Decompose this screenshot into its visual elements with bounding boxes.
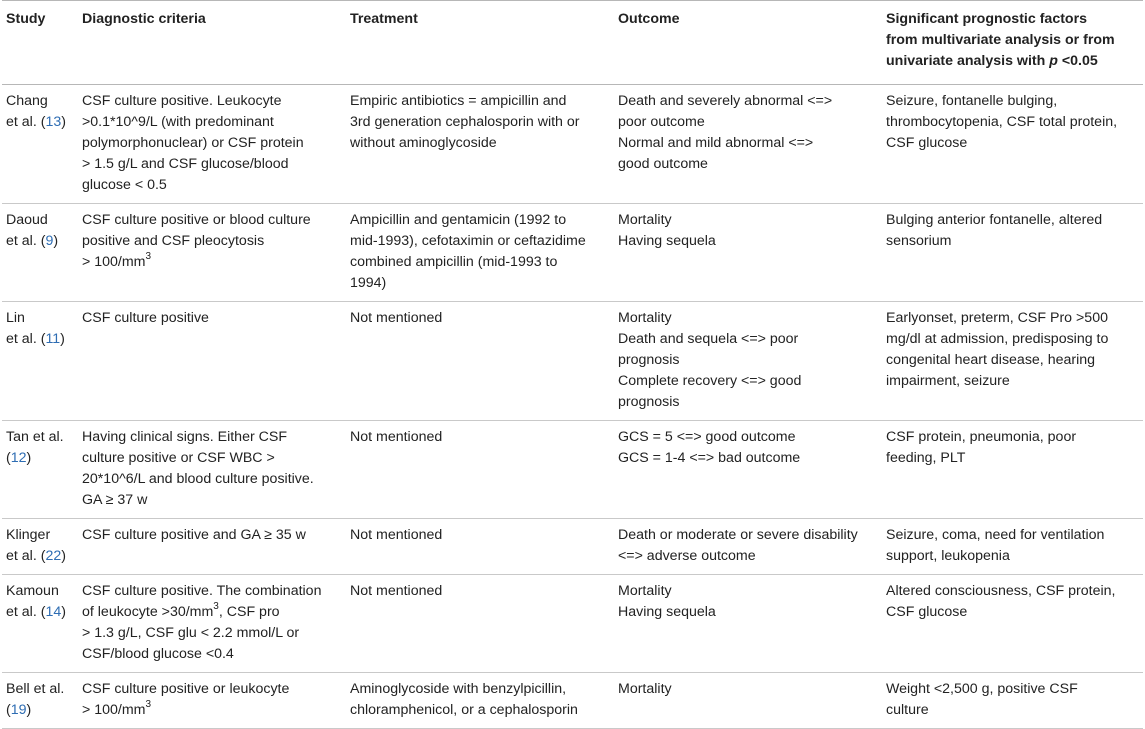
text-line: Not mentioned xyxy=(350,527,443,543)
treatment-cell xyxy=(346,204,614,302)
text-line: CSF protein, pneumonia, poor xyxy=(886,429,1077,445)
text-line: Not mentioned xyxy=(350,310,443,326)
text-line: Altered consciousness, CSF protein, xyxy=(886,583,1116,599)
header-factors-line-3 xyxy=(886,51,1139,72)
prognostic-factors-cell xyxy=(882,575,1143,673)
text-line: >0.1*10^9/L (with predominant xyxy=(82,114,274,130)
study-citation xyxy=(6,448,74,469)
reference-link[interactable]: 13 xyxy=(45,114,62,130)
study-citation xyxy=(6,231,74,252)
text-line: Mortality xyxy=(618,583,672,599)
text-line: prognosis xyxy=(618,352,680,368)
study-cell xyxy=(2,85,78,204)
citation-suffix: ) xyxy=(61,114,66,130)
text-line: Seizure, coma, need for ventilation xyxy=(886,527,1105,543)
diagnostic-criteria-cell xyxy=(78,302,346,421)
citation-suffix: ) xyxy=(61,548,66,564)
reference-link[interactable]: 9 xyxy=(45,233,54,249)
reference-link[interactable]: 19 xyxy=(10,702,27,718)
header-study: Study xyxy=(6,11,46,27)
text-line: 3rd generation cephalosporin with or xyxy=(350,114,580,130)
superscript: 3 xyxy=(213,601,219,613)
treatment-cell xyxy=(346,519,614,575)
text-line: 20*10^6/L and blood culture positive. xyxy=(82,471,314,487)
text-line: CSF glucose xyxy=(886,604,968,620)
prognostic-factors-cell xyxy=(882,519,1143,575)
text-line: Death or moderate or severe disability xyxy=(618,527,858,543)
text-line: Aminoglycoside with benzylpicillin, xyxy=(350,681,567,697)
text-line: Complete recovery <=> good xyxy=(618,373,802,389)
text-fragment: of leukocyte >30/mm xyxy=(82,604,214,620)
text-line: glucose < 0.5 xyxy=(82,177,167,193)
study-cell xyxy=(2,519,78,575)
text-line: CSF culture positive and GA ≥ 35 w xyxy=(82,527,306,543)
text-fragment: > 100/mm xyxy=(82,702,146,718)
citation-prefix: et al. ( xyxy=(6,233,46,249)
citation-suffix: ) xyxy=(53,233,59,249)
table-row xyxy=(2,519,1143,575)
text-line: prognosis xyxy=(618,394,680,410)
citation-prefix: ( xyxy=(6,450,11,466)
study-citation xyxy=(6,700,74,721)
text-line xyxy=(82,252,342,273)
study-cell xyxy=(2,575,78,673)
text-line: GA ≥ 37 w xyxy=(82,492,148,508)
text-line: > 1.3 g/L, CSF glu < 2.2 mmol/L or xyxy=(82,625,300,641)
text-line: > 1.5 g/L and CSF glucose/blood xyxy=(82,156,289,172)
text-line: Seizure, fontanelle bulging, xyxy=(886,93,1058,109)
study-cell xyxy=(2,673,78,729)
study-name: Tan et al. xyxy=(6,429,64,445)
prognostic-factors-cell xyxy=(882,302,1143,421)
table-header-row xyxy=(2,1,1143,85)
citation-suffix: ) xyxy=(26,450,32,466)
citation-prefix: et al. ( xyxy=(6,548,46,564)
citation-suffix: ) xyxy=(60,331,65,347)
superscript: 3 xyxy=(145,699,152,711)
text-line xyxy=(82,602,342,623)
outcome-cell xyxy=(614,575,882,673)
citation-suffix: ) xyxy=(61,604,66,620)
header-prognostic-factors xyxy=(882,1,1143,85)
citation-suffix: ) xyxy=(26,702,32,718)
text-line: good outcome xyxy=(618,156,708,172)
text-fragment: , CSF pro xyxy=(218,604,280,620)
outcome-cell xyxy=(614,204,882,302)
table-row xyxy=(2,85,1143,204)
text-line: Ampicillin and gentamicin (1992 to xyxy=(350,212,567,228)
table-row xyxy=(2,302,1143,421)
text-line: Having clinical signs. Either CSF xyxy=(82,429,288,445)
text-line: Mortality xyxy=(618,681,672,697)
diagnostic-criteria-cell xyxy=(78,673,346,729)
table-row xyxy=(2,575,1143,673)
outcome-cell xyxy=(614,421,882,519)
text-line: combined ampicillin (mid-1993 to xyxy=(350,254,558,270)
study-name: Klinger xyxy=(6,527,51,543)
outcome-cell xyxy=(614,519,882,575)
text-line: Earlyonset, preterm, CSF Pro >500 xyxy=(886,310,1108,326)
text-line: CSF/blood glucose <0.4 xyxy=(82,646,234,662)
header-diagnostic-criteria: Diagnostic criteria xyxy=(82,11,206,27)
text-line: CSF culture positive. Leukocyte xyxy=(82,93,282,109)
text-line: culture xyxy=(886,702,929,718)
text-line: feeding, PLT xyxy=(886,450,966,466)
text-line: Normal and mild abnormal <=> xyxy=(618,135,814,151)
study-name: Lin xyxy=(6,310,25,326)
study-cell xyxy=(2,302,78,421)
text-fragment: > 100/mm xyxy=(82,254,146,270)
diagnostic-criteria-cell xyxy=(78,421,346,519)
text-line: Not mentioned xyxy=(350,583,443,599)
prognostic-factors-cell xyxy=(882,85,1143,204)
prognostic-factors-cell xyxy=(882,421,1143,519)
text-line: positive and CSF pleocytosis xyxy=(82,233,265,249)
text-line: GCS = 1-4 <=> bad outcome xyxy=(618,450,801,466)
study-citation xyxy=(6,546,74,567)
diagnostic-criteria-cell xyxy=(78,575,346,673)
header-treatment: Treatment xyxy=(350,11,418,27)
text-line: <=> adverse outcome xyxy=(618,548,756,564)
text-line: 1994) xyxy=(350,275,387,291)
treatment-cell xyxy=(346,85,614,204)
text-line: Empiric antibiotics = ampicillin and xyxy=(350,93,567,109)
reference-link[interactable]: 22 xyxy=(45,548,62,564)
text-line: CSF glucose xyxy=(886,135,968,151)
reference-link[interactable]: 14 xyxy=(45,604,62,620)
text-line: Bulging anterior fontanelle, altered xyxy=(886,212,1103,228)
text-line: chloramphenicol, or a cephalosporin xyxy=(350,702,578,718)
study-name: Bell et al. xyxy=(6,681,65,697)
text-line: CSF culture positive xyxy=(82,310,209,326)
prognostic-factors-cell xyxy=(882,204,1143,302)
study-name: Daoud xyxy=(6,212,48,228)
diagnostic-criteria-cell xyxy=(78,204,346,302)
citation-prefix: et al. ( xyxy=(6,114,46,130)
text-line: support, leukopenia xyxy=(886,548,1010,564)
treatment-cell xyxy=(346,575,614,673)
superscript: 3 xyxy=(145,251,152,263)
header-factors-line-3-text: univariate analysis with xyxy=(886,53,1050,69)
study-cell xyxy=(2,421,78,519)
study-citation xyxy=(6,602,74,623)
study-name: Chang xyxy=(6,93,48,109)
text-line: without aminoglycoside xyxy=(350,135,497,151)
text-line: GCS = 5 <=> good outcome xyxy=(618,429,796,445)
reference-link[interactable]: 12 xyxy=(10,450,27,466)
table-row xyxy=(2,204,1143,302)
text-line: Death and severely abnormal <=> xyxy=(618,93,833,109)
outcome-cell xyxy=(614,302,882,421)
text-line: polymorphonuclear) or CSF protein xyxy=(82,135,304,151)
text-line: Having sequela xyxy=(618,233,716,249)
text-line: Weight <2,500 g, positive CSF xyxy=(886,681,1078,697)
study-citation xyxy=(6,112,74,133)
header-factors-line-2: from multivariate analysis or from xyxy=(886,32,1115,48)
prognostic-factors-table xyxy=(2,0,1143,729)
treatment-cell xyxy=(346,302,614,421)
treatment-cell xyxy=(346,421,614,519)
reference-link[interactable]: 11 xyxy=(45,331,61,347)
outcome-cell xyxy=(614,85,882,204)
treatment-cell xyxy=(346,673,614,729)
text-line: Having sequela xyxy=(618,604,716,620)
table-row xyxy=(2,673,1143,729)
study-citation xyxy=(6,329,74,350)
text-line: Death and sequela <=> poor xyxy=(618,331,799,347)
outcome-cell xyxy=(614,673,882,729)
text-line: poor outcome xyxy=(618,114,705,130)
text-line: thrombocytopenia, CSF total protein, xyxy=(886,114,1118,130)
citation-prefix: et al. ( xyxy=(6,331,46,347)
diagnostic-criteria-cell xyxy=(78,85,346,204)
text-line: sensorium xyxy=(886,233,952,249)
p-value-symbol: p xyxy=(1049,53,1058,69)
header-factors-threshold: <0.05 xyxy=(1057,53,1098,69)
table-row xyxy=(2,421,1143,519)
text-line: CSF culture positive. The combination xyxy=(82,583,322,599)
text-line: CSF culture positive or blood culture xyxy=(82,212,311,228)
text-line: mid-1993), cefotaximin or ceftazidime xyxy=(350,233,586,249)
text-line: culture positive or CSF WBC > xyxy=(82,450,275,466)
text-line: Mortality xyxy=(618,310,672,326)
text-line: Not mentioned xyxy=(350,429,443,445)
citation-prefix: et al. ( xyxy=(6,604,46,620)
header-outcome: Outcome xyxy=(618,11,680,27)
text-line: congenital heart disease, hearing xyxy=(886,352,1096,368)
header-factors-line-1: Significant prognostic factors xyxy=(886,11,1088,27)
study-name: Kamoun xyxy=(6,583,59,599)
study-cell xyxy=(2,204,78,302)
text-line: mg/dl at admission, predisposing to xyxy=(886,331,1109,347)
prognostic-factors-cell xyxy=(882,673,1143,729)
text-line: Mortality xyxy=(618,212,672,228)
diagnostic-criteria-cell xyxy=(78,519,346,575)
text-line: impairment, seizure xyxy=(886,373,1010,389)
text-line xyxy=(82,700,342,721)
citation-prefix: ( xyxy=(6,702,11,718)
text-line: CSF culture positive or leukocyte xyxy=(82,681,290,697)
